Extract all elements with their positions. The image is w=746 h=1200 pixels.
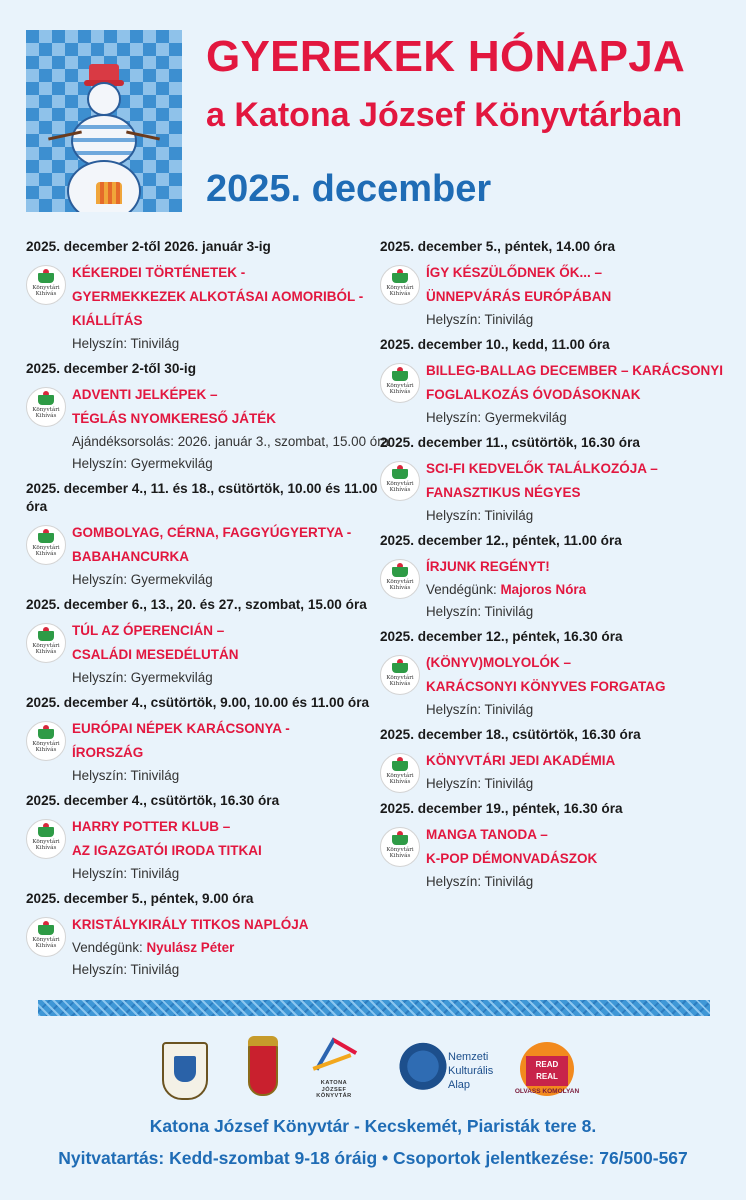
event-body: [380, 749, 726, 795]
event-guest: [426, 579, 726, 601]
page-title: GYEREKEK HÓNAPJA: [206, 32, 686, 81]
konyvtari-kihivas-badge-icon: [26, 819, 66, 859]
book-icon: [38, 533, 54, 543]
badge-line: Könyvtári: [32, 741, 60, 747]
event-body: [380, 555, 726, 623]
badge-line: Kihívás: [35, 291, 57, 298]
badge-line: Könyvtári: [32, 545, 60, 551]
badge-line: Kihívás: [35, 747, 57, 754]
event-body: [26, 619, 378, 689]
event-location: Helyszín: Tinivilág: [72, 768, 180, 783]
event-location: Helyszín: Gyermekvilág: [72, 670, 213, 685]
event-item: [26, 360, 390, 475]
book-icon: [38, 827, 54, 837]
badge-line: Kihívás: [389, 681, 411, 688]
badge-text: [381, 773, 419, 786]
badge-line: Kihívás: [389, 487, 411, 494]
event-date: 2025. december 10., kedd, 11.00 óra: [380, 337, 610, 352]
event-item: [380, 532, 726, 623]
month-heading: 2025. december: [206, 168, 492, 210]
badge-text: [381, 383, 419, 396]
fireplace: [96, 182, 122, 204]
book-icon: [392, 567, 408, 577]
badge-line: Kihívás: [389, 853, 411, 860]
badge-line: Kihívás: [389, 389, 411, 396]
event-location: Helyszín: Gyermekvilág: [72, 456, 213, 471]
badge-line: Könyvtári: [386, 773, 414, 779]
event-item: [380, 800, 726, 893]
event-location: Helyszín: Gyermekvilág: [426, 410, 567, 425]
badge-line: Kihívás: [35, 551, 57, 558]
konyvtari-kihivas-badge-icon: [26, 265, 66, 305]
book-icon: [38, 631, 54, 641]
event-location: Helyszín: Tinivilág: [426, 508, 534, 523]
event-title: AZ IGAZGATÓI IRODA TITKAI: [72, 843, 262, 858]
konyvtari-kihivas-badge-icon: [380, 827, 420, 867]
badge-text: [381, 579, 419, 592]
badge-line: Kihívás: [389, 779, 411, 786]
event-title: ÜNNEPVÁRÁS EURÓPÁBAN: [426, 289, 612, 304]
badge-line: Könyvtári: [386, 675, 414, 681]
badge-line: Könyvtári: [386, 579, 414, 585]
event-item: [380, 434, 726, 527]
badge-text: [27, 643, 65, 656]
badge-line: Könyvtári: [32, 407, 60, 413]
event-body: [380, 651, 726, 721]
book-icon: [38, 729, 54, 739]
event-location: Helyszín: Tinivilág: [426, 776, 534, 791]
katona-jozsef-konyvtar-logo: KATONA JÓZSEF KÖNYVTÁR: [304, 1040, 364, 1100]
badge-line: Kihívás: [35, 845, 57, 852]
event-location: Helyszín: Tinivilág: [72, 336, 180, 351]
event-date: 2025. december 5., péntek, 14.00 óra: [380, 239, 616, 254]
event-guest: [72, 937, 378, 959]
badge-line: Könyvtári: [32, 937, 60, 943]
event-date: 2025. december 12., péntek, 16.30 óra: [380, 629, 623, 644]
event-location: Helyszín: Tinivilág: [426, 312, 534, 327]
footer-address: Katona József Könyvtár - Kecskemét, Piaristák tere 8.: [149, 1116, 597, 1136]
footer-hours: Nyitvatartás: Kedd-szombat 9-18 óráig • Csoportok jelentkezése: 76/500-567: [58, 1148, 688, 1168]
konyvtari-kihivas-badge-icon: [380, 559, 420, 599]
event-title: BABAHANCURKA: [72, 549, 189, 564]
badge-line: Könyvtári: [386, 847, 414, 853]
event-date: 2025. december 4., csütörtök, 16.30 óra: [26, 793, 280, 808]
event-title: GYERMEKKEZEK ALKOTÁSAI AOMORIBÓL -: [72, 289, 364, 304]
event-date: 2025. december 18., csütörtök, 16.30 óra: [380, 727, 641, 742]
event-title: KÉKERDEI TÖRTÉNETEK -: [72, 265, 246, 280]
event-body: [380, 823, 726, 893]
konyvtari-kihivas-badge-icon: [380, 265, 420, 305]
event-location: Helyszín: Tinivilág: [426, 874, 534, 889]
event-extra: Ajándéksorsolás: 2026. január 3., szombat, 15.00 óra: [72, 434, 390, 449]
badge-text: [381, 481, 419, 494]
event-title: CSALÁDI MESEDÉLUTÁN: [72, 647, 239, 662]
guest-label: Vendégünk:: [72, 940, 147, 955]
decorative-divider: [38, 1000, 710, 1016]
guest-name: Nyulász Péter: [146, 940, 235, 955]
event-body: [380, 457, 726, 527]
sponsor-logos: [0, 1040, 746, 1102]
book-icon: [38, 925, 54, 935]
konyvtari-kihivas-badge-icon: [380, 655, 420, 695]
konyvtari-kihivas-badge-icon: [26, 387, 66, 427]
event-title: BILLEG-BALLAG DECEMBER – KARÁCSONYI: [426, 363, 724, 378]
event-location: Helyszín: Tinivilág: [426, 604, 534, 619]
snowman-drawing: [26, 30, 182, 212]
event-title: ÍRJUNK REGÉNYT!: [426, 559, 550, 574]
badge-text: [27, 545, 65, 558]
book-icon: [392, 469, 408, 479]
book-icon: [38, 395, 54, 405]
event-body: [26, 815, 378, 885]
nka-logo-text: Nemzeti Kulturális Alap: [448, 1051, 494, 1091]
konyvtari-kihivas-badge-icon: [380, 461, 420, 501]
nka-tree-icon: [398, 1042, 448, 1096]
event-date: 2025. december 11., csütörtök, 16.30 óra: [380, 435, 640, 450]
badge-text: [27, 741, 65, 754]
guest-label: Vendégünk:: [426, 582, 501, 597]
konyvtari-kihivas-badge-icon: [26, 525, 66, 565]
event-date: 2025. december 5., péntek, 9.00 óra: [26, 891, 254, 906]
event-body: [26, 913, 378, 981]
badge-line: Könyvtári: [386, 481, 414, 487]
event-title: FANASZTIKUS NÉGYES: [426, 485, 581, 500]
event-location: Helyszín: Tinivilág: [426, 702, 534, 717]
event-title: ADVENTI JELKÉPEK –: [72, 387, 218, 402]
event-title: MANGA TANODA –: [426, 827, 548, 842]
event-title: SCI-FI KEDVELŐK TALÁLKOZÓJA –: [426, 461, 658, 476]
badge-line: Kihívás: [35, 943, 57, 950]
konyvtari-kihivas-badge-icon: [26, 721, 66, 761]
badge-text: [381, 285, 419, 298]
event-title: ÍRORSZÁG: [72, 745, 144, 760]
event-item: [26, 596, 378, 689]
event-title: GOMBOLYAG, CÉRNA, FAGGYÚGYERTYA -: [72, 525, 352, 540]
book-icon: [392, 761, 408, 771]
read-real-logo: READ REAL OLVASS KOMOLYAN: [514, 1042, 580, 1100]
event-body: [26, 383, 390, 475]
event-item: [26, 890, 378, 981]
event-date: 2025. december 2-től 2026. január 3-ig: [26, 239, 271, 254]
badge-line: Kihívás: [389, 585, 411, 592]
event-item: [26, 694, 378, 787]
book-icon: [392, 663, 408, 673]
konyvtari-kihivas-badge-icon: [26, 917, 66, 957]
event-date: 2025. december 2-től 30-ig: [26, 361, 196, 376]
badge-line: Könyvtári: [386, 383, 414, 389]
event-title: TÉGLÁS NYOMKERESŐ JÁTÉK: [72, 411, 277, 426]
book-icon: [392, 371, 408, 381]
event-location: Helyszín: Gyermekvilág: [72, 572, 213, 587]
event-body: [26, 717, 378, 787]
event-title: KARÁCSONYI KÖNYVES FORGATAG: [426, 679, 666, 694]
event-title: KIÁLLÍTÁS: [72, 313, 143, 328]
event-item: [26, 480, 378, 591]
event-title: KÖNYVTÁRI JEDI AKADÉMIA: [426, 753, 616, 768]
event-location: Helyszín: Tinivilág: [72, 962, 180, 977]
event-title: TÚL AZ ÓPERENCIÁN –: [72, 623, 225, 638]
badge-text: [27, 285, 65, 298]
events-column-right: [380, 238, 726, 898]
event-location: Helyszín: Tinivilág: [72, 866, 180, 881]
event-title: FOGLALKOZÁS ÓVODÁSOKNAK: [426, 387, 641, 402]
event-item: [380, 628, 726, 721]
badge-line: Könyvtári: [32, 643, 60, 649]
badge-text: [381, 847, 419, 860]
event-title: (KÖNYV)MOLYOLÓK –: [426, 655, 572, 670]
badge-line: Könyvtári: [32, 285, 60, 291]
event-item: [380, 336, 726, 429]
event-body: [26, 261, 378, 355]
badge-line: Könyvtári: [32, 839, 60, 845]
event-date: 2025. december 6., 13., 20. és 27., szombat, 15.00 óra: [26, 597, 367, 612]
badge-text: [27, 937, 65, 950]
book-icon: [38, 273, 54, 283]
konyvtari-kihivas-badge-icon: [26, 623, 66, 663]
book-icon: [392, 835, 408, 845]
konyvtari-kihivas-badge-icon: [380, 753, 420, 793]
event-date: 2025. december 19., péntek, 16.30 óra: [380, 801, 623, 816]
event-body: [380, 261, 726, 331]
badge-line: Kihívás: [389, 291, 411, 298]
badge-line: Kihívás: [35, 413, 57, 420]
snowman-head: [87, 82, 121, 116]
county-crest-icon: [248, 1044, 278, 1096]
kecskemet-crest-icon: [162, 1042, 208, 1100]
event-date: 2025. december 12., péntek, 11.00 óra: [380, 533, 622, 548]
event-item: [26, 792, 378, 885]
event-item: [380, 238, 726, 331]
badge-text: [27, 839, 65, 852]
event-body: [380, 359, 726, 429]
badge-line: Könyvtári: [386, 285, 414, 291]
event-body: [26, 521, 378, 591]
event-title: EURÓPAI NÉPEK KARÁCSONYA -: [72, 721, 290, 736]
event-title: HARRY POTTER KLUB –: [72, 819, 231, 834]
guest-name: Majoros Nóra: [500, 582, 587, 597]
event-title: ÍGY KÉSZÜLŐDNEK ŐK... –: [426, 265, 603, 280]
event-item: [26, 238, 378, 355]
book-icon: [392, 273, 408, 283]
konyvtari-kihivas-badge-icon: [380, 363, 420, 403]
event-title: KRISTÁLYKIRÁLY TITKOS NAPLÓJA: [72, 917, 309, 932]
badge-line: Kihívás: [35, 649, 57, 656]
event-date: 2025. december 4., 11. és 18., csütörtök, 10.00 és 11.00 óra: [26, 481, 378, 514]
badge-text: [27, 407, 65, 420]
badge-text: [381, 675, 419, 688]
page-subtitle: a Katona József Könyvtárban: [206, 96, 683, 134]
event-date: 2025. december 4., csütörtök, 9.00, 10.00 és 11.00 óra: [26, 695, 370, 710]
events-column-left: [26, 238, 390, 986]
event-title: K-POP DÉMONVADÁSZOK: [426, 851, 598, 866]
event-item: [380, 726, 726, 795]
